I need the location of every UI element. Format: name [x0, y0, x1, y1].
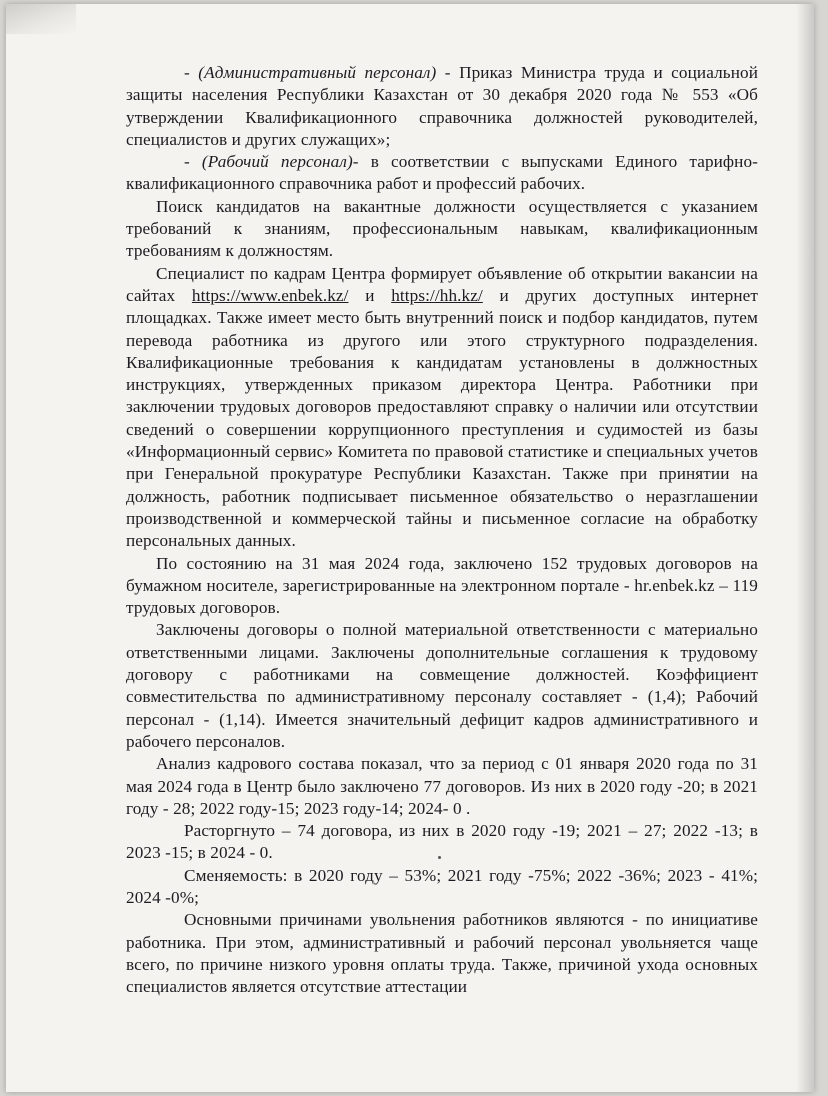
working-staff-label: (Рабочий персонал) — [201, 152, 353, 172]
paragraph-working-staff — [126, 151, 758, 196]
vacancy-text-before: Специалист по кадрам Центра формирует объявление об открытии вакансии на сайтах — [126, 263, 758, 305]
document-body — [126, 62, 758, 998]
working-staff-text: - в соответствии с выпусками Единого тарифно-квалификационного справочника работ и профессий рабочих. — [126, 152, 758, 194]
paragraph-admin-staff — [126, 62, 758, 151]
paragraph-vacancy-announcement — [126, 263, 758, 553]
list-dash: - — [184, 63, 199, 82]
paragraph-liability-agreements: Заключены договоры о полной материальной ответственности с материально ответственными лицами. Заключены дополнительные соглашения к трудовому договору с работниками на совмещение должностей. Коэффициент совместительства по административному персоналу составляет - (1,4); Рабочий персонал - (1,14). Имеется значительный дефицит кадров административного и рабочего персоналов. — [126, 620, 758, 751]
paragraph-staff-analysis: Анализ кадрового состава показал, что за период с 01 января 2020 года по 31 мая 2024 года в Центр было заключено 77 договоров. Из них в 2020 году -20; в 2021 году - 28; 2022 году-15; 2023 году-14; 2024- 0 . — [126, 754, 758, 818]
admin-staff-text: - Приказ Министра труда и социальной защиты населения Республики Казахстан от 30 декабря 2020 года № 553 «Об утверждении Квалификационного справочника должностей руководителей, специалистов и других служащих»; — [126, 63, 758, 149]
page-edge-shadow — [796, 4, 814, 1092]
paragraph-contracts-status: По состоянию на 31 мая 2024 года, заключено 152 трудовых договоров на бумажном носителе, зарегистрированные на электронном портале - hr.enbek.kz – 119 трудовых договоров. — [126, 553, 758, 618]
page-corner-shadow — [6, 4, 76, 34]
vacancy-text-middle: и — [348, 285, 392, 305]
hh-link[interactable]: https://hh.kz/ — [391, 285, 483, 305]
admin-staff-label: (Административный персонал) — [198, 63, 437, 82]
paragraph-terminations: Расторгнуто – 74 договора, из них в 2020 году -19; 2021 – 27; 2022 -13; в 2023 -15; в 2024 - 0. — [126, 821, 758, 863]
paragraph-dismissal-reasons: Основными причинами увольнения работников являются - по инициативе работника. При этом, административный и рабочий персонал увольняется чаще всего, по причине низкого уровня оплаты труда. Также, причиной ухода основных специалистов является отсутствие аттестации — [126, 910, 758, 997]
document-page — [6, 4, 814, 1092]
enbek-link[interactable]: https://www.enbek.kz/ — [191, 285, 349, 305]
paragraph-turnover: Сменяемость: в 2020 году – 53%; 2021 году -75%; 2022 -36%; 2023 - 41%; 2024 -0%; — [126, 865, 758, 907]
paragraph-candidate-search: Поиск кандидатов на вакантные должности осуществляется с указанием требований к знаниям, профессиональным навыкам, квалификационным требованиям к должностям. — [126, 196, 758, 261]
list-dash: - — [184, 152, 202, 172]
vacancy-text-after: и других доступных интернет площадках. Также имеет место быть внутренний поиск и подбор кандидатов, путем перевода работника из другого или этого структурного подразделения. Квалификационные требования к кандидатам установлены в должностных инструкциях, утвержденных приказом директора Центра. Работники при заключении трудовых договоров предоставляют справку о наличии или отсутствии сведений о совершении коррупционного преступления и судимостей из базы «Информационный сервис» Комитета по правовой статистике и специальных учетов при Генеральной прокуратуре Республики Казахстан. Также при принятии на должность, работник подписывает письменное обязательство о неразглашении производственной и коммерческой тайны и письменное согласие на обработку персональных данных. — [126, 285, 759, 551]
speck-mark — [438, 856, 441, 859]
